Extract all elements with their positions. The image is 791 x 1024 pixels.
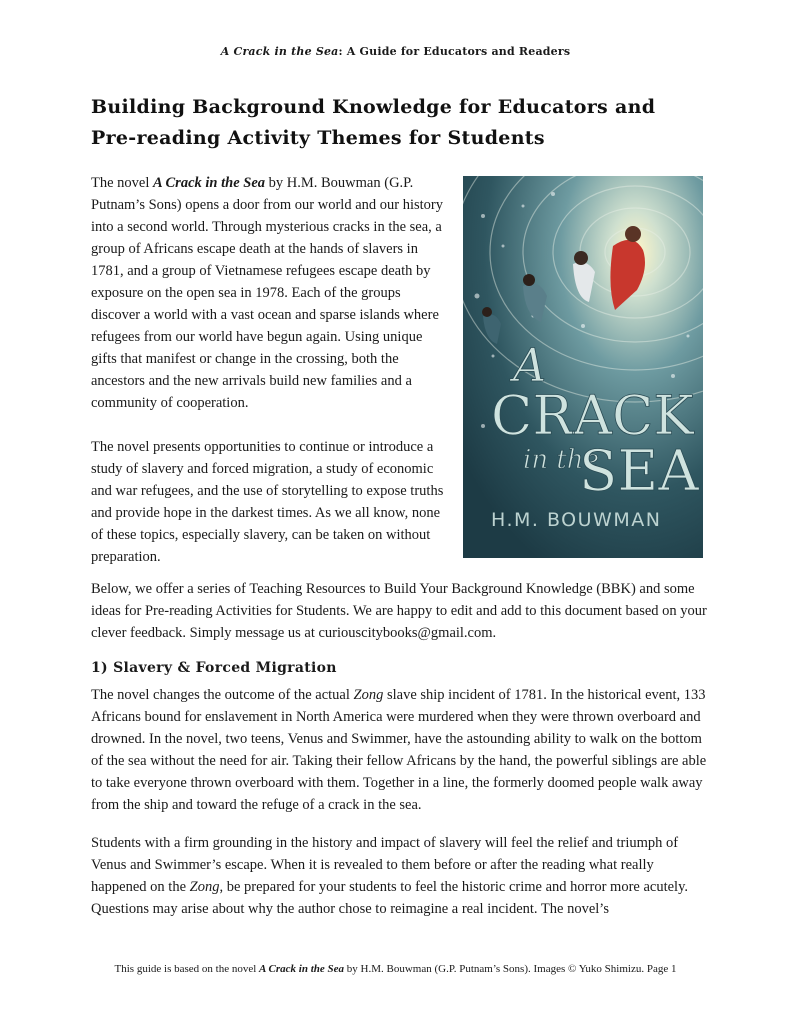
- footer-text-a: This guide is based on the novel: [114, 963, 260, 975]
- intro-text-c: by H.M. Bouwman (G.P. Putnam’s Sons) opens a door from our world and our history into a second world. Through mysterious cracks in the sea, a group of Africans escape death at the hands of slavers in 1781, and a group of Vietnamese refugees escape death by exposure on the open sea in 1978. Each of the groups discover a world with a vast ocean and sparse islands where refugees from our world have begun again. Using unique gifts that manifest or change in the crossing, both the ancestors and the new arrivals build new families and a community of cooperation.: [91, 175, 443, 411]
- running-header: [0, 45, 791, 58]
- resources-text: Below, we offer a series of Teaching Resources to Build Your Background Knowledge (BBK) and some ideas for Pre-reading Activities for Students. We are happy to edit and add to this document based on your clever feedback. Simply message us at curiouscitybooks@gmail.com.: [91, 581, 707, 641]
- page-footer: [0, 963, 791, 975]
- resources-paragraph: [91, 578, 711, 644]
- title-line-2: Pre-reading Activity Themes for Students: [91, 127, 545, 149]
- intro-paragraph-2: The novel presents opportunities to continue or introduce a study of slavery and forced migration, a study of economic and war refugees, and the use of storytelling to expose truths and provide hope in the darkest times. As we all know, none of these topics, especially slavery, can be taken on without preparation.: [91, 439, 444, 565]
- footer-book-title: A Crack in the Sea: [259, 963, 345, 975]
- s1p2-text-a: Students with a firm grounding in the history and impact of slavery will feel the relief and triumph of Venus and Swimmer’s escape. When it is revealed to them before or after the reading what really happened on the: [91, 835, 679, 895]
- s1p2-text-c: , be prepared for your students to feel the historic crime and horror more acutely. Questions may arise about why the author chose to reimagine a real incident. The novel’s: [91, 879, 689, 917]
- header-book-title: A Crack in the Sea: [220, 45, 339, 58]
- cover-title-sea: SEA: [579, 439, 699, 504]
- cover-title-crack: CRACK: [491, 384, 694, 447]
- header-subtitle: : A Guide for Educators and Readers: [338, 45, 571, 58]
- section-1-paragraph-1: [91, 684, 711, 816]
- s1p1-text-a: The novel changes the outcome of the actual: [91, 687, 354, 703]
- intro-text-a: The novel: [91, 175, 154, 191]
- intro-paragraph-1: [91, 172, 449, 414]
- page-title: [91, 92, 711, 154]
- title-line-1: Building Background Knowledge for Educators and: [91, 96, 656, 118]
- cover-title-in-the: in the: [523, 445, 599, 475]
- cover-title-a: A: [513, 338, 547, 392]
- s1p1-zong: Zong: [353, 687, 384, 703]
- s1p1-text-c: slave ship incident of 1781. In the historical event, 133 Africans bound for enslavement in North America were murdered when they were thrown overboard and drowned. In the novel, two teens, Venus and Swimmer, have the astounding ability to walk on the bottom of the sea without the need for air. Taking their fellow Africans by the hand, the powerful siblings are able to take everyone thrown overboard with them. Together in a line, the formerly doomed people walk away from the ship and toward the refuge of a crack in the sea.: [91, 687, 707, 813]
- intro-book-title: A Crack in the Sea: [153, 175, 266, 191]
- section-1-paragraph-2: [91, 832, 711, 920]
- s1p2-zong: Zong: [189, 879, 220, 895]
- cover-author: H.M. BOUWMAN: [491, 509, 662, 531]
- section-1-heading: 1) Slavery & Forced Migration: [91, 660, 337, 676]
- intro-column: [91, 172, 449, 590]
- footer-text-c: by H.M. Bouwman (G.P. Putnam’s Sons). Images © Yuko Shimizu. Page 1: [344, 963, 677, 975]
- book-cover-image: [463, 176, 703, 558]
